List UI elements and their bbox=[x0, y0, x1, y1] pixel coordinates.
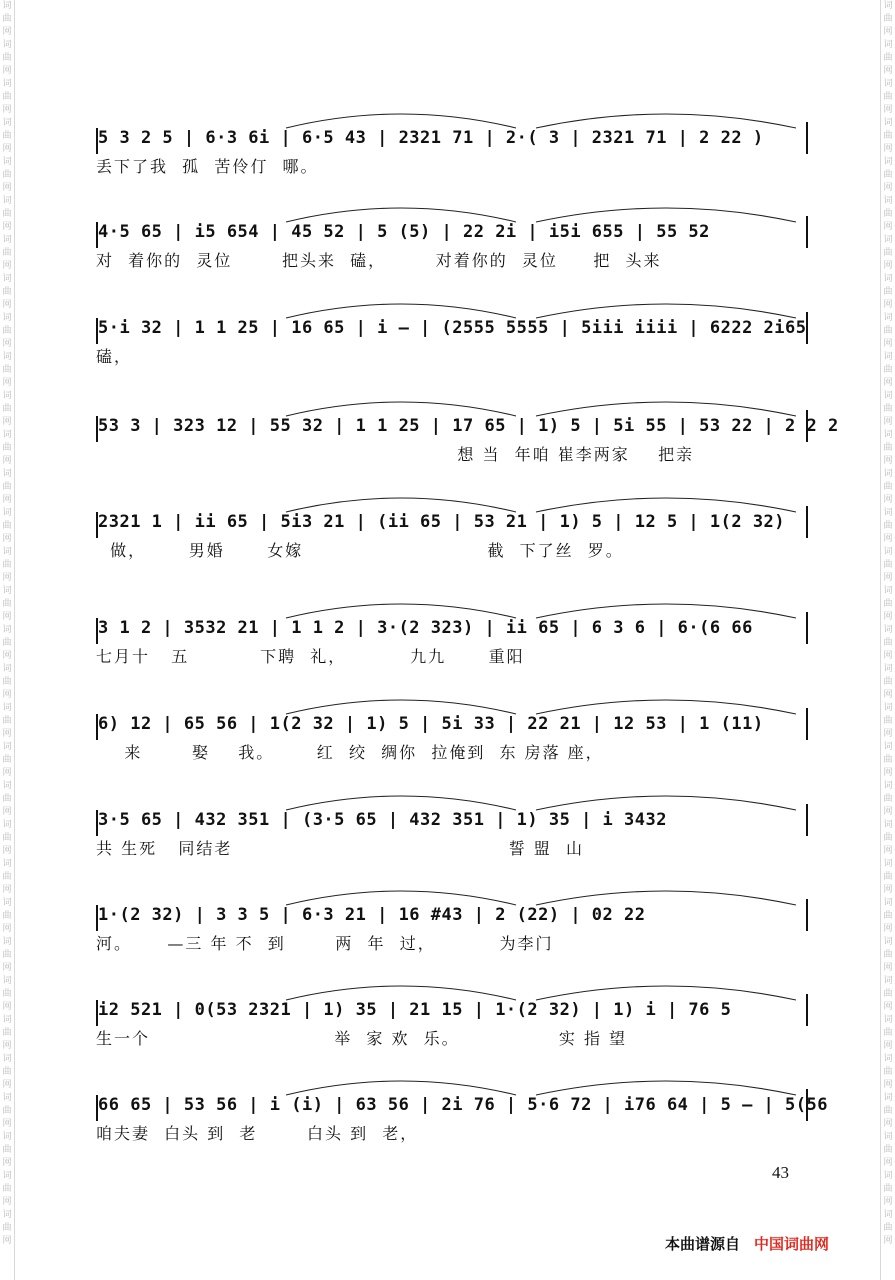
lyrics-line: 来 娶 我。 红 绞 绸你 拉俺到 东 房落 座， bbox=[96, 743, 604, 762]
watermark-glyph: 曲 bbox=[2, 209, 12, 219]
watermark-glyph: 曲 bbox=[883, 716, 893, 726]
slur-arc bbox=[536, 304, 796, 318]
watermark-glyph: 词 bbox=[883, 1, 893, 11]
watermark-glyph: 词 bbox=[883, 352, 893, 362]
watermark-glyph: 词 bbox=[883, 742, 893, 752]
watermark-glyph: 网 bbox=[883, 729, 893, 739]
lyrics-line: 河。 —三 年 不 到 两 年 过， 为李门 bbox=[96, 934, 554, 953]
lyrics-line: 生一个 举 家 欢 乐。 实 指 望 bbox=[96, 1029, 628, 1048]
notation-line: 5 3 2 5 | 6·3 6i | 6·5 43 | 2321 71 | 2·( 3 | 2321 71 | 2 22 ) bbox=[96, 128, 806, 154]
watermark-glyph: 词 bbox=[2, 352, 12, 362]
watermark-glyph: 曲 bbox=[2, 443, 12, 453]
watermark-glyph: 词 bbox=[2, 157, 12, 167]
lyrics-line: 磕， bbox=[96, 347, 133, 366]
watermark-glyph: 网 bbox=[2, 963, 12, 973]
watermark-glyph: 曲 bbox=[883, 92, 893, 102]
watermark-glyph: 网 bbox=[2, 1119, 12, 1129]
watermark-glyph: 曲 bbox=[883, 560, 893, 570]
watermark-glyph: 曲 bbox=[883, 872, 893, 882]
watermark-glyph: 词 bbox=[883, 976, 893, 986]
left-watermark-strip bbox=[0, 0, 15, 1280]
watermark-glyph: 网 bbox=[883, 339, 893, 349]
notation-line: 4·5 65 | i5 654 | 45 52 | 5 (5) | 22 2i | i5i 655 | 55 52 bbox=[96, 222, 806, 248]
notation-line: 66 65 | 53 56 | i (i) | 63 56 | 2i 76 | 5·6 72 | i76 64 | 5 — | 5(56 bbox=[96, 1095, 806, 1121]
slur-arc bbox=[536, 114, 796, 128]
watermark-glyph: 网 bbox=[883, 105, 893, 115]
watermark-glyph: 词 bbox=[2, 625, 12, 635]
watermark-glyph: 网 bbox=[883, 807, 893, 817]
watermark-glyph: 曲 bbox=[2, 131, 12, 141]
watermark-glyph: 词 bbox=[2, 508, 12, 518]
lyrics-line: 对 着你的 灵位 把头来 磕， 对着你的 灵位 把 头来 bbox=[96, 251, 662, 270]
watermark-glyph: 词 bbox=[883, 235, 893, 245]
watermark-glyph: 曲 bbox=[2, 365, 12, 375]
watermark-glyph: 曲 bbox=[2, 872, 12, 882]
watermark-glyph: 网 bbox=[883, 690, 893, 700]
slur-arc bbox=[286, 304, 516, 318]
watermark-glyph: 词 bbox=[2, 1054, 12, 1064]
watermark-glyph: 网 bbox=[2, 573, 12, 583]
watermark-glyph: 曲 bbox=[2, 794, 12, 804]
watermark-glyph: 曲 bbox=[883, 1028, 893, 1038]
watermark-glyph: 曲 bbox=[883, 14, 893, 24]
watermark-glyph: 词 bbox=[2, 547, 12, 557]
watermark-glyph: 曲 bbox=[883, 794, 893, 804]
source-label: 本曲谱源自 bbox=[665, 1235, 741, 1253]
watermark-glyph: 网 bbox=[2, 495, 12, 505]
slur-arc bbox=[536, 402, 796, 416]
watermark-glyph: 网 bbox=[883, 885, 893, 895]
watermark-glyph: 词 bbox=[2, 313, 12, 323]
slur-arc bbox=[286, 986, 516, 1000]
watermark-glyph: 曲 bbox=[2, 1223, 12, 1233]
watermark-glyph: 词 bbox=[2, 859, 12, 869]
lyrics-line: 咱夫妻 白头 到 老 白头 到 老， bbox=[96, 1124, 419, 1143]
watermark-glyph: 曲 bbox=[2, 404, 12, 414]
watermark-glyph: 网 bbox=[2, 378, 12, 388]
notation-line: 53 3 | 323 12 | 55 32 | 1 1 25 | 17 65 | 1) 5 | 5i 55 | 53 22 | 2 2 2 bbox=[96, 416, 806, 442]
slur-arc bbox=[536, 700, 796, 714]
watermark-glyph: 曲 bbox=[2, 92, 12, 102]
watermark-glyph: 网 bbox=[2, 105, 12, 115]
notation-line: 3·5 65 | 432 351 | (3·5 65 | 432 351 | 1) 35 | i 3432 bbox=[96, 810, 806, 836]
watermark-glyph: 曲 bbox=[2, 755, 12, 765]
watermark-glyph: 词 bbox=[883, 1132, 893, 1142]
watermark-glyph: 词 bbox=[883, 1015, 893, 1025]
slur-arc bbox=[286, 796, 516, 810]
watermark-glyph: 网 bbox=[883, 222, 893, 232]
watermark-glyph: 曲 bbox=[883, 131, 893, 141]
slur-arc bbox=[286, 700, 516, 714]
watermark-glyph: 词 bbox=[2, 430, 12, 440]
watermark-glyph: 词 bbox=[883, 859, 893, 869]
watermark-glyph: 词 bbox=[2, 118, 12, 128]
slur-arc bbox=[286, 208, 516, 222]
watermark-glyph: 曲 bbox=[2, 326, 12, 336]
watermark-glyph: 曲 bbox=[2, 989, 12, 999]
watermark-glyph: 曲 bbox=[883, 1184, 893, 1194]
watermark-glyph: 曲 bbox=[883, 1145, 893, 1155]
slur-arc bbox=[536, 986, 796, 1000]
watermark-glyph: 词 bbox=[883, 469, 893, 479]
watermark-glyph: 网 bbox=[2, 1080, 12, 1090]
watermark-glyph: 词 bbox=[883, 547, 893, 557]
watermark-glyph: 词 bbox=[2, 820, 12, 830]
watermark-glyph: 网 bbox=[2, 924, 12, 934]
lyrics-line: 丢下了我 孤 苦伶仃 哪。 bbox=[96, 157, 319, 176]
watermark-glyph: 曲 bbox=[2, 14, 12, 24]
watermark-glyph: 词 bbox=[883, 391, 893, 401]
watermark-glyph: 词 bbox=[883, 820, 893, 830]
watermark-glyph: 曲 bbox=[2, 560, 12, 570]
slur-arc bbox=[536, 208, 796, 222]
notation-line: i2 521 | 0(53 2321 | 1) 35 | 21 15 | 1·(2 32) | 1) i | 76 5 bbox=[96, 1000, 806, 1026]
watermark-glyph: 网 bbox=[883, 495, 893, 505]
watermark-glyph: 网 bbox=[883, 300, 893, 310]
watermark-glyph: 曲 bbox=[2, 248, 12, 258]
watermark-glyph: 词 bbox=[883, 40, 893, 50]
watermark-glyph: 网 bbox=[2, 1236, 12, 1246]
lyrics-line: 共 生死 同结老 誓 盟 山 bbox=[96, 839, 584, 858]
watermark-glyph: 词 bbox=[2, 196, 12, 206]
watermark-glyph: 曲 bbox=[2, 638, 12, 648]
slur-arc bbox=[286, 604, 516, 618]
watermark-glyph: 网 bbox=[2, 27, 12, 37]
watermark-glyph: 词 bbox=[883, 703, 893, 713]
watermark-glyph: 曲 bbox=[2, 521, 12, 531]
page-number: 43 bbox=[772, 1163, 789, 1182]
watermark-glyph: 曲 bbox=[2, 911, 12, 921]
watermark-glyph: 曲 bbox=[883, 833, 893, 843]
watermark-glyph: 网 bbox=[883, 378, 893, 388]
watermark-glyph: 网 bbox=[883, 1002, 893, 1012]
watermark-glyph: 曲 bbox=[2, 170, 12, 180]
watermark-glyph: 曲 bbox=[883, 989, 893, 999]
notation-line: 5·i 32 | 1 1 25 | 16 65 | i — | (2555 5555 | 5iii iiii | 6222 2i65 bbox=[96, 318, 806, 344]
watermark-glyph: 词 bbox=[2, 937, 12, 947]
watermark-glyph: 曲 bbox=[2, 833, 12, 843]
notation-line: 2321 1 | ii 65 | 5i3 21 | (ii 65 | 53 21 | 1) 5 | 12 5 | 1(2 32) bbox=[96, 512, 806, 538]
source-footer bbox=[665, 1233, 829, 1254]
watermark-glyph: 曲 bbox=[883, 248, 893, 258]
watermark-glyph: 网 bbox=[2, 612, 12, 622]
watermark-glyph: 词 bbox=[883, 196, 893, 206]
watermark-glyph: 网 bbox=[2, 183, 12, 193]
watermark-glyph: 词 bbox=[2, 976, 12, 986]
watermark-glyph: 网 bbox=[883, 183, 893, 193]
notation-line: 1·(2 32) | 3 3 5 | 6·3 21 | 16 #43 | 2 (22) | 02 22 bbox=[96, 905, 806, 931]
watermark-glyph: 网 bbox=[2, 1041, 12, 1051]
watermark-glyph: 词 bbox=[2, 1171, 12, 1181]
watermark-glyph: 词 bbox=[2, 235, 12, 245]
watermark-glyph: 曲 bbox=[883, 521, 893, 531]
watermark-glyph: 曲 bbox=[883, 911, 893, 921]
slur-arc bbox=[286, 498, 516, 512]
watermark-glyph: 网 bbox=[2, 768, 12, 778]
watermark-glyph: 曲 bbox=[883, 404, 893, 414]
watermark-glyph: 词 bbox=[883, 1054, 893, 1064]
watermark-glyph: 曲 bbox=[883, 365, 893, 375]
watermark-glyph: 网 bbox=[883, 1080, 893, 1090]
watermark-glyph: 曲 bbox=[883, 950, 893, 960]
lyrics-line: 七月十 五 下聘 礼， 九九 重阳 bbox=[96, 647, 525, 666]
watermark-glyph: 曲 bbox=[2, 482, 12, 492]
watermark-glyph: 曲 bbox=[2, 677, 12, 687]
watermark-glyph: 网 bbox=[2, 66, 12, 76]
watermark-glyph: 网 bbox=[883, 144, 893, 154]
watermark-glyph: 网 bbox=[883, 417, 893, 427]
slur-arc bbox=[286, 1081, 516, 1095]
slur-arc bbox=[286, 402, 516, 416]
watermark-glyph: 网 bbox=[883, 1197, 893, 1207]
watermark-glyph: 曲 bbox=[883, 326, 893, 336]
watermark-glyph: 网 bbox=[883, 612, 893, 622]
site-name[interactable]: 中国词曲网 bbox=[754, 1235, 830, 1253]
watermark-glyph: 网 bbox=[2, 651, 12, 661]
watermark-glyph: 词 bbox=[883, 1171, 893, 1181]
watermark-glyph: 曲 bbox=[2, 716, 12, 726]
watermark-glyph: 曲 bbox=[883, 170, 893, 180]
watermark-glyph: 词 bbox=[2, 742, 12, 752]
watermark-glyph: 曲 bbox=[2, 1106, 12, 1116]
watermark-glyph: 词 bbox=[2, 781, 12, 791]
watermark-glyph: 词 bbox=[883, 664, 893, 674]
watermark-glyph: 词 bbox=[2, 79, 12, 89]
watermark-glyph: 曲 bbox=[883, 1223, 893, 1233]
watermark-glyph: 词 bbox=[883, 274, 893, 284]
watermark-glyph: 网 bbox=[883, 27, 893, 37]
watermark-glyph: 词 bbox=[883, 625, 893, 635]
watermark-glyph: 词 bbox=[883, 781, 893, 791]
lyrics-line: 做， 男婚 女嫁 截 下了丝 罗。 bbox=[96, 541, 624, 560]
watermark-glyph: 网 bbox=[883, 261, 893, 271]
watermark-glyph: 曲 bbox=[2, 950, 12, 960]
slur-arc bbox=[536, 796, 796, 810]
watermark-glyph: 曲 bbox=[883, 1067, 893, 1077]
watermark-glyph: 曲 bbox=[883, 53, 893, 63]
watermark-glyph: 词 bbox=[2, 1093, 12, 1103]
slur-arc bbox=[536, 891, 796, 905]
watermark-glyph: 词 bbox=[2, 703, 12, 713]
watermark-glyph: 曲 bbox=[883, 599, 893, 609]
watermark-glyph: 网 bbox=[2, 456, 12, 466]
watermark-glyph: 网 bbox=[883, 1041, 893, 1051]
watermark-glyph: 曲 bbox=[883, 677, 893, 687]
notation-line: 3 1 2 | 3532 21 | 1 1 2 | 3·(2 323) | ii 65 | 6 3 6 | 6·(6 66 bbox=[96, 618, 806, 644]
watermark-glyph: 曲 bbox=[883, 1106, 893, 1116]
watermark-glyph: 网 bbox=[2, 807, 12, 817]
watermark-glyph: 词 bbox=[883, 508, 893, 518]
watermark-glyph: 曲 bbox=[883, 638, 893, 648]
watermark-glyph: 曲 bbox=[2, 599, 12, 609]
watermark-glyph: 词 bbox=[2, 40, 12, 50]
watermark-glyph: 词 bbox=[2, 469, 12, 479]
watermark-glyph: 网 bbox=[883, 651, 893, 661]
watermark-glyph: 曲 bbox=[883, 209, 893, 219]
watermark-glyph: 网 bbox=[883, 534, 893, 544]
watermark-glyph: 曲 bbox=[2, 1067, 12, 1077]
watermark-glyph: 曲 bbox=[2, 1184, 12, 1194]
watermark-glyph: 词 bbox=[883, 1210, 893, 1220]
watermark-glyph: 词 bbox=[2, 1, 12, 11]
watermark-glyph: 曲 bbox=[2, 1028, 12, 1038]
watermark-glyph: 网 bbox=[883, 768, 893, 778]
watermark-glyph: 词 bbox=[2, 898, 12, 908]
watermark-glyph: 网 bbox=[883, 1236, 893, 1246]
watermark-glyph: 词 bbox=[883, 937, 893, 947]
watermark-glyph: 网 bbox=[2, 144, 12, 154]
watermark-glyph: 网 bbox=[883, 456, 893, 466]
watermark-glyph: 网 bbox=[2, 690, 12, 700]
watermark-glyph: 网 bbox=[2, 339, 12, 349]
watermark-glyph: 词 bbox=[883, 430, 893, 440]
watermark-glyph: 网 bbox=[2, 534, 12, 544]
watermark-glyph: 词 bbox=[2, 391, 12, 401]
watermark-glyph: 词 bbox=[2, 274, 12, 284]
watermark-glyph: 网 bbox=[2, 1197, 12, 1207]
watermark-glyph: 网 bbox=[883, 846, 893, 856]
watermark-glyph: 网 bbox=[883, 963, 893, 973]
lyrics-line: 想 当 年咱 崔李两家 把亲 bbox=[96, 445, 695, 464]
watermark-glyph: 词 bbox=[883, 1093, 893, 1103]
watermark-glyph: 词 bbox=[883, 586, 893, 596]
watermark-glyph: 网 bbox=[2, 885, 12, 895]
watermark-glyph: 曲 bbox=[883, 755, 893, 765]
watermark-glyph: 曲 bbox=[2, 1145, 12, 1155]
slur-arc bbox=[536, 604, 796, 618]
slur-arc bbox=[286, 114, 516, 128]
watermark-glyph: 网 bbox=[883, 66, 893, 76]
watermark-glyph: 网 bbox=[2, 846, 12, 856]
watermark-glyph: 词 bbox=[2, 1210, 12, 1220]
notation-line: 6) 12 | 65 56 | 1(2 32 | 1) 5 | 5i 33 | 22 21 | 12 53 | 1 (11) bbox=[96, 714, 806, 740]
watermark-glyph: 网 bbox=[2, 417, 12, 427]
right-watermark-strip bbox=[880, 0, 895, 1280]
watermark-glyph: 网 bbox=[883, 573, 893, 583]
watermark-glyph: 曲 bbox=[2, 53, 12, 63]
watermark-glyph: 网 bbox=[2, 261, 12, 271]
watermark-glyph: 网 bbox=[2, 1002, 12, 1012]
watermark-glyph: 词 bbox=[2, 1015, 12, 1025]
watermark-glyph: 网 bbox=[883, 924, 893, 934]
watermark-glyph: 网 bbox=[2, 222, 12, 232]
watermark-glyph: 曲 bbox=[883, 287, 893, 297]
watermark-glyph: 词 bbox=[2, 664, 12, 674]
watermark-glyph: 词 bbox=[883, 79, 893, 89]
watermark-glyph: 词 bbox=[883, 157, 893, 167]
watermark-glyph: 网 bbox=[883, 1119, 893, 1129]
watermark-glyph: 曲 bbox=[2, 287, 12, 297]
watermark-glyph: 词 bbox=[2, 1132, 12, 1142]
watermark-glyph: 曲 bbox=[883, 482, 893, 492]
watermark-glyph: 网 bbox=[2, 1158, 12, 1168]
watermark-glyph: 词 bbox=[883, 898, 893, 908]
watermark-glyph: 网 bbox=[2, 300, 12, 310]
slur-arc bbox=[536, 1081, 796, 1095]
watermark-glyph: 曲 bbox=[883, 443, 893, 453]
watermark-glyph: 网 bbox=[883, 1158, 893, 1168]
slur-arc bbox=[536, 498, 796, 512]
slur-arc bbox=[286, 891, 516, 905]
watermark-glyph: 词 bbox=[883, 118, 893, 128]
watermark-glyph: 网 bbox=[2, 729, 12, 739]
watermark-glyph: 词 bbox=[883, 313, 893, 323]
watermark-glyph: 词 bbox=[2, 586, 12, 596]
